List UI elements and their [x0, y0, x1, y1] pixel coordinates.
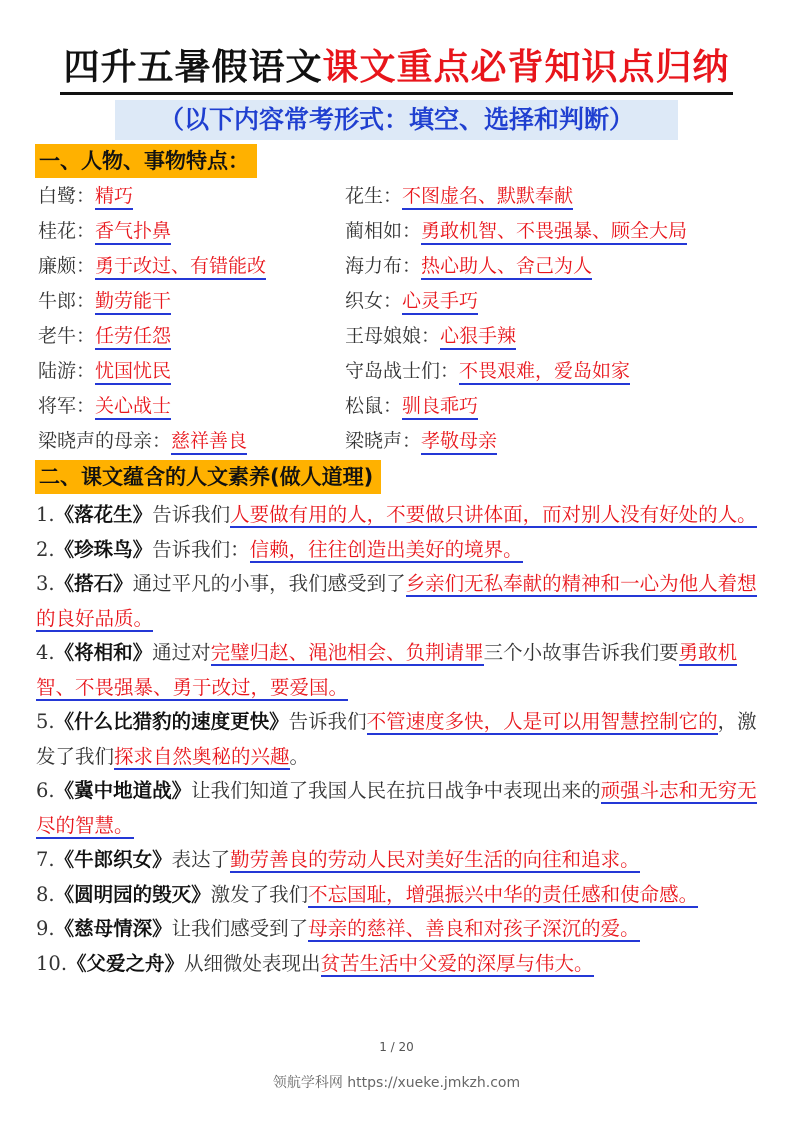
char-right-5	[345, 358, 630, 384]
lesson-list	[36, 498, 758, 981]
lesson-item-10	[36, 947, 758, 982]
highlight-text: 勤劳善良的劳动人民对美好生活的向往和追求。	[230, 848, 640, 871]
char-left-1	[38, 218, 171, 244]
char-name: 老牛：	[38, 325, 96, 347]
char-trait: 不图虚名、默默奉献	[402, 185, 573, 210]
char-left-4	[38, 323, 171, 349]
char-trait: 关心战士	[95, 395, 171, 420]
item-text: 通过平凡的小事，我们感受到了	[132, 572, 406, 595]
char-trait: 慈祥善良	[171, 430, 247, 455]
lesson-item-2	[36, 533, 758, 568]
char-name: 桂花：	[38, 220, 96, 242]
char-right-7	[345, 428, 497, 454]
char-name: 廉颇：	[38, 255, 96, 277]
item-number: 9.	[36, 917, 55, 940]
book-title: 《牛郎织女》	[54, 848, 172, 871]
item-text: 告诉我们	[288, 710, 367, 733]
char-trait: 香气扑鼻	[95, 220, 171, 245]
item-text: 告诉我们：	[152, 537, 250, 561]
lesson-item-9	[36, 912, 758, 947]
book-title: 《父爱之舟》	[67, 951, 185, 975]
char-left-0	[38, 183, 133, 209]
char-trait: 不畏艰难，爱岛如家	[459, 360, 630, 385]
item-text: 从细微处表现出	[184, 951, 321, 975]
char-name: 守岛战士们：	[345, 360, 460, 382]
char-trait: 驯良乖巧	[402, 395, 478, 420]
char-name: 海力布：	[345, 255, 422, 277]
char-name: 织女：	[345, 290, 403, 312]
char-right-0	[345, 183, 573, 209]
char-left-2	[38, 253, 266, 279]
highlight-text: 人要做有用的人，不要做只讲体面，而对别人没有好处的人。	[230, 503, 757, 526]
item-text: 表达了	[171, 848, 231, 871]
item-text: 告诉我们	[152, 503, 231, 526]
char-trait: 任劳任怨	[95, 325, 171, 350]
highlight-text: 信赖，往往创造出美好的境界。	[249, 537, 523, 561]
item-text: 激发了我们	[210, 882, 309, 906]
item-number: 1.	[36, 503, 55, 526]
char-trait: 勇于改过、有错能改	[95, 255, 266, 280]
book-title: 《落花生》	[54, 503, 153, 526]
highlight-text: 乡亲们无私奉献的精神和一心为他人着想的良好品质。	[36, 572, 757, 630]
highlight-text-2: 探求自然奥秘的兴趣	[114, 744, 290, 768]
item-number: 4.	[36, 641, 55, 664]
book-title: 《将相和》	[54, 641, 153, 664]
book-title: 《珍珠鸟》	[54, 537, 153, 561]
section-heading-lessons: 二、课文蕴含的人文素养(做人道理)	[35, 460, 381, 494]
char-name: 松鼠：	[345, 395, 403, 417]
char-right-1	[345, 218, 687, 244]
char-left-6	[38, 393, 171, 419]
item-number: 7.	[36, 848, 55, 871]
lesson-item-4	[36, 636, 758, 705]
title-part-black: 四升五暑假语文	[63, 47, 323, 88]
page-number: 1 / 20	[379, 1040, 414, 1054]
char-trait: 精巧	[95, 185, 133, 210]
char-trait: 心灵手巧	[402, 290, 478, 315]
char-name: 王母娘娘：	[345, 325, 441, 347]
item-text-mid: 三个小故事告诉我们要	[483, 641, 679, 664]
title-part-red: 课文重点必背知识点归纳	[322, 47, 730, 88]
char-name: 花生：	[345, 185, 403, 207]
lesson-item-6	[36, 774, 758, 843]
book-title: 《慈母情深》	[54, 917, 172, 940]
char-left-3	[38, 288, 171, 314]
book-title: 《搭石》	[54, 572, 133, 595]
item-number: 6.	[36, 779, 55, 802]
item-number: 2.	[36, 537, 55, 561]
footer-watermark: 领航学科网 https://xueke.jmkzh.com	[272, 1075, 521, 1091]
char-left-5	[38, 358, 171, 384]
book-title: 《圆明园的毁灭》	[54, 882, 211, 906]
page-title	[0, 44, 793, 92]
char-left-7	[38, 428, 247, 454]
char-trait: 勤劳能干	[95, 290, 171, 315]
lesson-item-5	[36, 705, 758, 774]
highlight-text: 贫苦生活中父爱的深厚与伟大。	[320, 951, 594, 975]
char-name: 白鹭：	[38, 185, 96, 207]
char-trait: 心狠手辣	[440, 325, 516, 350]
book-title: 《冀中地道战》	[54, 779, 192, 802]
char-name: 蔺相如：	[345, 220, 422, 242]
lesson-item-3	[36, 567, 758, 636]
section-heading-characters: 一、人物、事物特点：	[35, 144, 257, 178]
char-name: 梁晓声的母亲：	[38, 430, 172, 452]
highlight-text: 母亲的慈祥、善良和对孩子深沉的爱。	[308, 917, 640, 940]
item-number: 8.	[36, 882, 55, 906]
lesson-item-7	[36, 843, 758, 878]
char-right-4	[345, 323, 516, 349]
item-number: 3.	[36, 572, 55, 595]
char-name: 梁晓声：	[345, 430, 422, 452]
item-text-end: 。	[289, 744, 310, 768]
subtitle: （以下内容常考形式：填空、选择和判断）	[115, 100, 678, 140]
char-name: 陆游：	[38, 360, 96, 382]
item-text: 让我们知道了我国人民在抗日战争中表现出来的	[191, 779, 601, 802]
char-name: 牛郎：	[38, 290, 96, 312]
char-name: 将军：	[38, 395, 96, 417]
item-text: 通过对	[152, 641, 211, 664]
char-trait: 勇敢机智、不畏强暴、顾全大局	[421, 220, 687, 245]
highlight-text: 完璧归赵、渑池相会、负荆请罪	[210, 641, 484, 664]
highlight-text: 不管速度多快，人是可以用智慧控制它的	[366, 710, 718, 733]
char-trait: 孝敬母亲	[421, 430, 497, 455]
title-underline	[60, 92, 733, 95]
lesson-item-8	[36, 878, 758, 913]
item-number: 10.	[36, 951, 68, 975]
highlight-text: 顽强斗志和无穷无尽的智慧。	[36, 779, 757, 837]
book-title: 《什么比猎豹的速度更快》	[54, 710, 289, 733]
char-right-3	[345, 288, 478, 314]
item-text-mid: ，激发了我们	[36, 710, 757, 768]
char-trait: 忧国忧民	[95, 360, 171, 385]
highlight-text-2: 勇敢机智、不畏强暴、勇于改过，要爱国。	[36, 641, 738, 699]
char-trait: 热心助人、舍己为人	[421, 255, 592, 280]
highlight-text: 不忘国耻，增强振兴中华的责任感和使命感。	[308, 882, 699, 906]
char-right-6	[345, 393, 478, 419]
lesson-item-1	[36, 498, 758, 533]
char-right-2	[345, 253, 592, 279]
item-text: 让我们感受到了	[171, 917, 309, 940]
item-number: 5.	[36, 710, 55, 733]
